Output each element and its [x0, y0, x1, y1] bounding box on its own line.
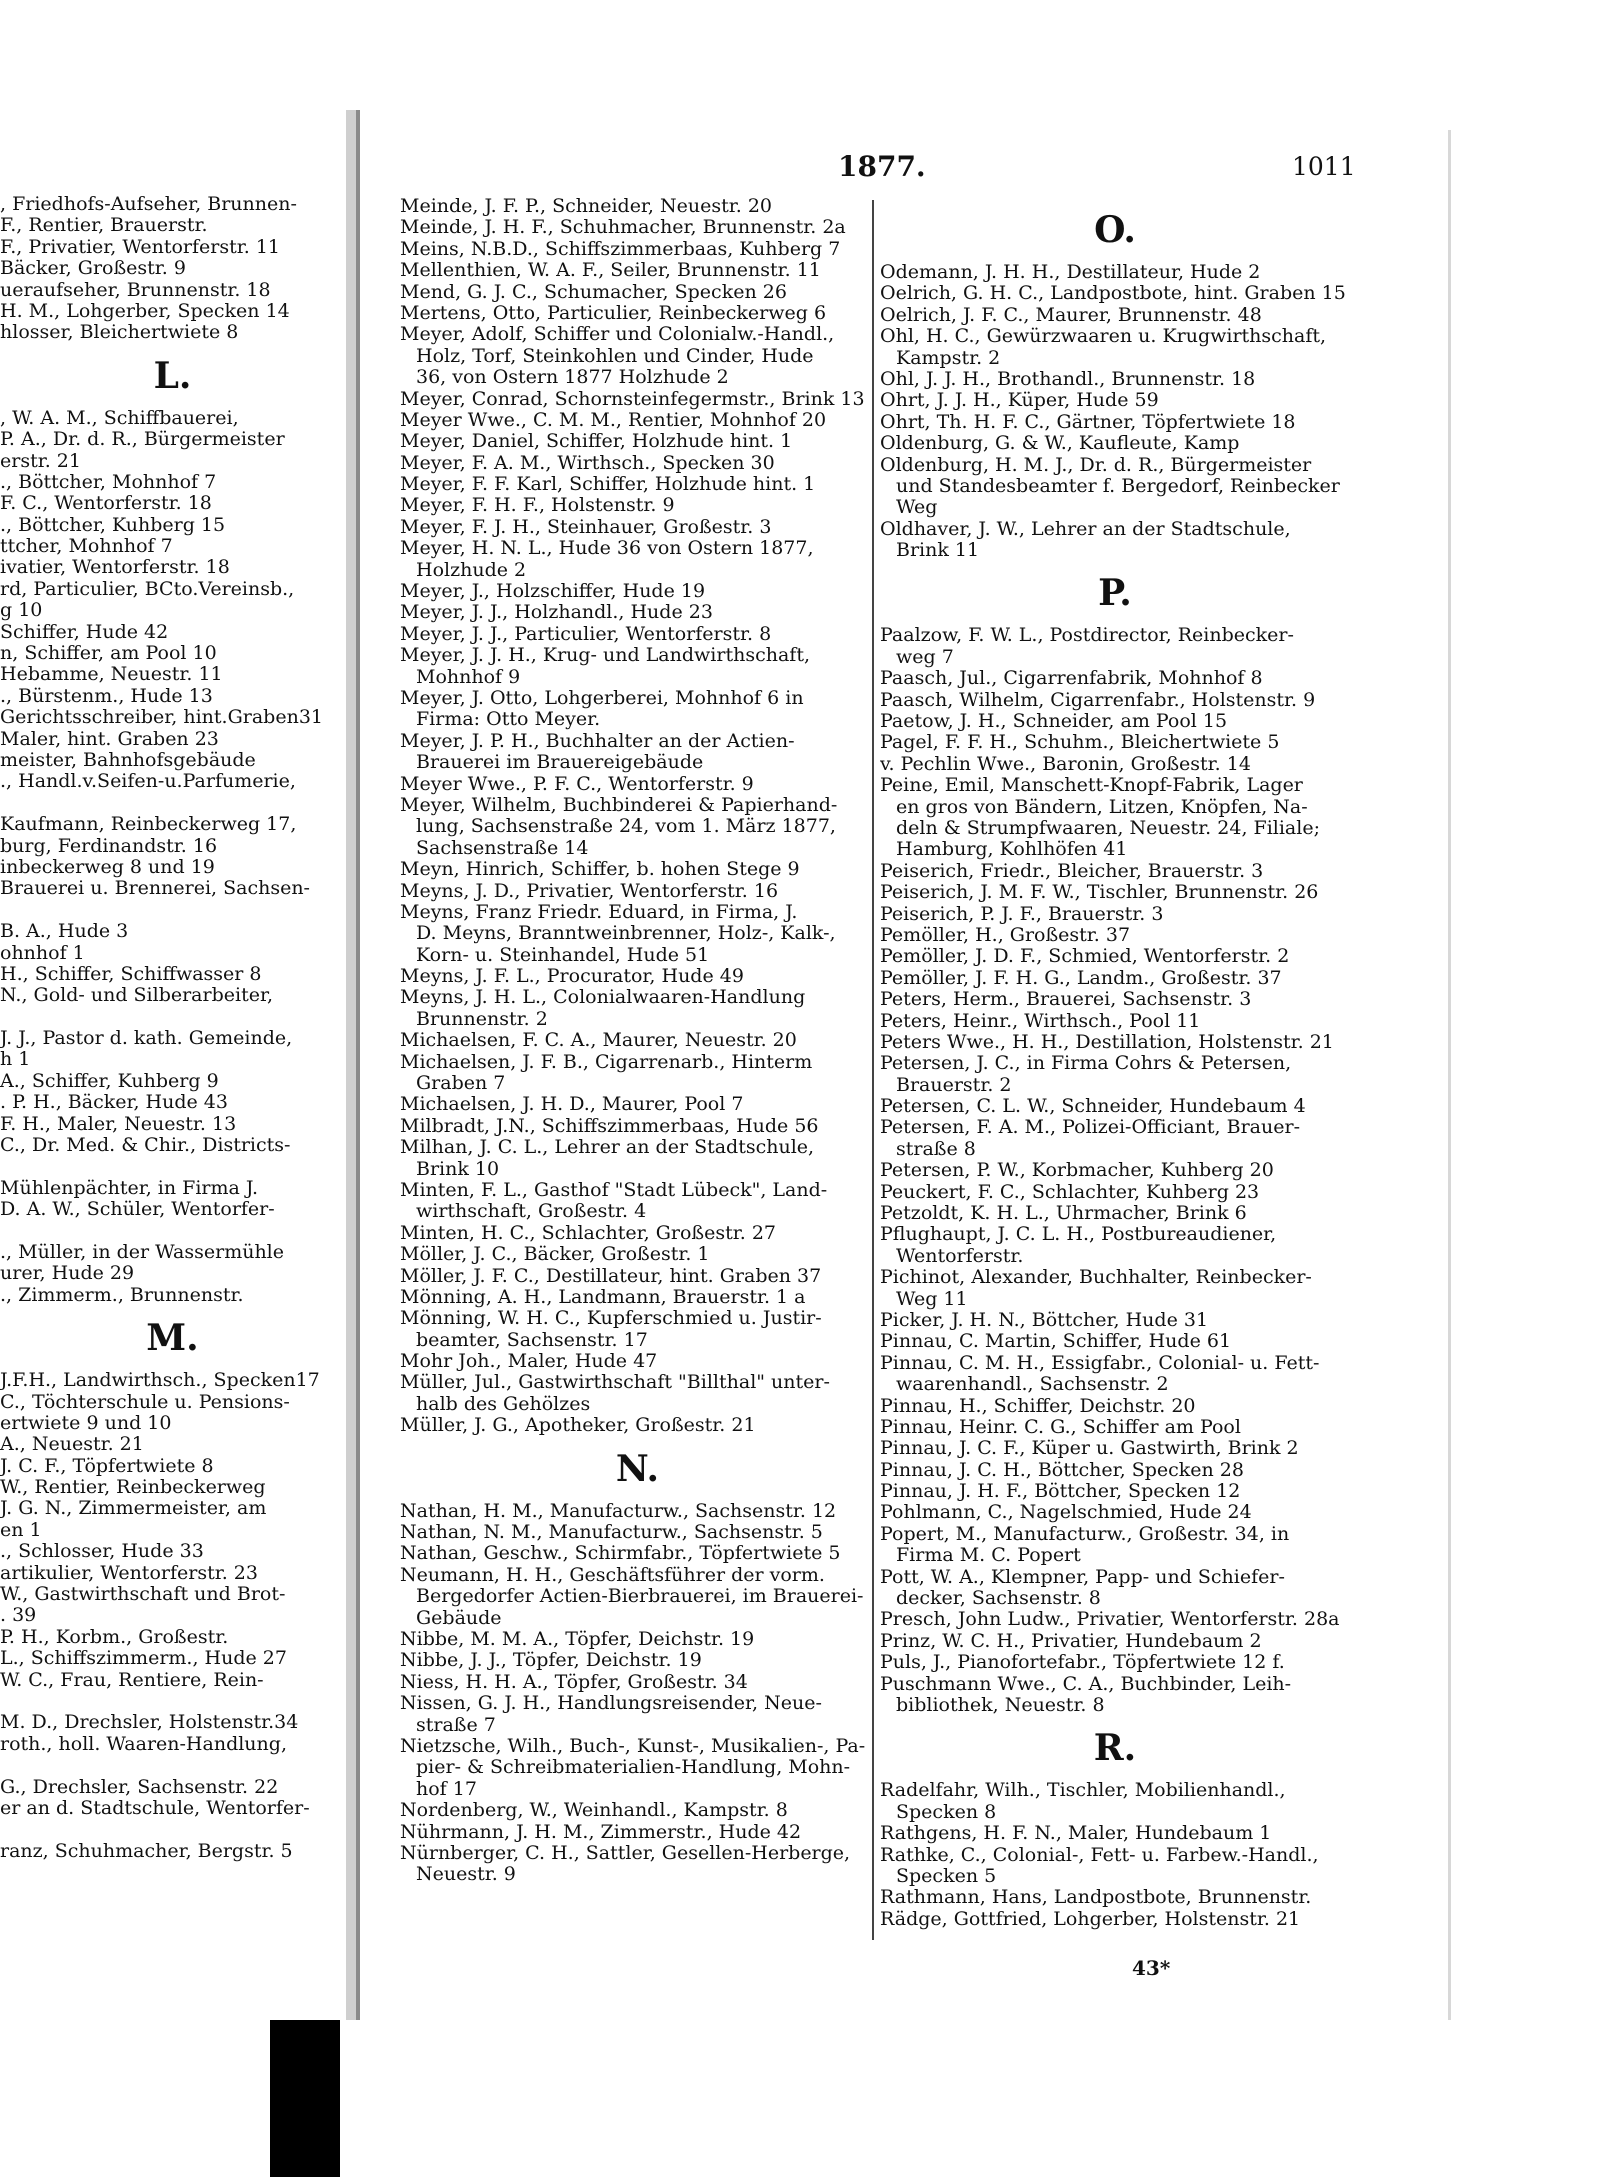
directory-entry: Nathan, Geschw., Schirmfabr., Töpfertwiete 5 — [400, 1543, 841, 1565]
directory-entry: Peiserich, J. M. F. W., Tischler, Brunnenstr. 26 — [880, 882, 1319, 904]
directory-entry: Paasch, Jul., Cigarrenfabrik, Mohnhof 8 — [880, 668, 1263, 690]
directory-entry: Meyer, H. N. L., Hude 36 von Ostern 1877, — [400, 538, 814, 560]
directory-entry: Pinnau, C. M. H., Essigfabr., Colonial- u. Fett- — [880, 1352, 1320, 1374]
directory-entry: J. J., Pastor d. kath. Gemeinde, — [0, 1028, 293, 1050]
directory-entry: Maler, hint. Graben 23 — [0, 728, 219, 750]
directory-entry: Presch, John Ludw., Privatier, Wentorferstr. 28a — [880, 1609, 1340, 1631]
directory-entry: ., Schlosser, Hude 33 — [0, 1541, 204, 1563]
black-tape-strip — [270, 2020, 340, 2177]
directory-entry: D. A. W., Schüler, Wentorfer- — [0, 1199, 275, 1221]
directory-entry: Meyer, J. P. H., Buchhalter an der Actien- — [400, 730, 795, 752]
directory-entry: Rädge, Gottfried, Lohgerber, Holstenstr. 21 — [880, 1908, 1301, 1930]
directory-entry — [0, 1007, 345, 1028]
directory-entry: Meyer, J., Holzschiffer, Hude 19 — [400, 581, 706, 603]
section-letter-heading: N. — [615, 1447, 660, 1490]
directory-entry — [0, 1691, 345, 1712]
directory-entry: Meyer, J. Otto, Lohgerberei, Mohnhof 6 in — [400, 687, 804, 709]
entry-continuation-line: 36, von Ostern 1877 Holzhude 2 — [416, 367, 729, 389]
directory-entry: meister, Bahnhofsgebäude — [0, 749, 256, 771]
directory-entry: Meyer, J. J., Holzhandl., Hude 23 — [400, 602, 713, 624]
directory-entry: W., Gastwirthschaft und Brot- — [0, 1584, 286, 1606]
directory-entry — [0, 793, 345, 814]
directory-entry: Peine, Emil, Manschett-Knopf-Fabrik, Lager — [880, 775, 1303, 797]
directory-entry: Meyn, Hinrich, Schiffer, b. hohen Stege 9 — [400, 859, 800, 881]
directory-entry: Ohl, J. J. H., Brothandl., Brunnenstr. 18 — [880, 368, 1256, 390]
entry-continuation-line: Firma M. C. Popert — [896, 1545, 1081, 1567]
entry-continuation-line: Weg 11 — [896, 1288, 968, 1310]
directory-entry: Petersen, F. A. M., Polizei-Officiant, Brauer- — [880, 1117, 1300, 1139]
page-number: 1011 — [1292, 152, 1356, 181]
directory-entry: ., Müller, in der Wassermühle — [0, 1241, 285, 1263]
directory-entry — [0, 1819, 345, 1840]
directory-entry: Nibbe, M. M. A., Töpfer, Deichstr. 19 — [400, 1629, 755, 1650]
directory-entry: Paasch, Wilhelm, Cigarrenfabr., Holstenstr. 9 — [880, 689, 1316, 711]
directory-entry: Meyns, J. H. L., Colonialwaaren-Handlung — [400, 987, 806, 1009]
directory-entry: J.F.H., Landwirthsch., Specken17 — [0, 1370, 320, 1392]
directory-entry: Niess, H. H. A., Töpfer, Großestr. 34 — [400, 1671, 748, 1693]
entry-continuation-line: Specken 8 — [896, 1801, 997, 1823]
directory-entry: Nibbe, J. J., Töpfer, Deichstr. 19 — [400, 1650, 702, 1672]
directory-entry: Radelfahr, Wilh., Tischler, Mobilienhandl., — [880, 1780, 1286, 1802]
entry-continuation-line: Sachsenstraße 14 — [416, 837, 589, 859]
directory-entry: burg, Ferdinandstr. 16 — [0, 835, 218, 857]
directory-entry — [0, 1755, 345, 1776]
directory-entry: , Friedhofs-Aufseher, Brunnen- — [0, 194, 297, 215]
directory-entry: B. A., Hude 3 — [0, 921, 129, 943]
entry-continuation-line: Gebäude — [416, 1607, 502, 1629]
directory-entry: Nissen, G. J. H., Handlungsreisender, Neue- — [400, 1693, 822, 1715]
directory-entry: Meyer, J. J., Particulier, Wentorferstr. 8 — [400, 623, 772, 645]
directory-entry: Neumann, H. H., Geschäftsführer der vorm. — [400, 1564, 825, 1586]
directory-entry: Michaelsen, F. C. A., Maurer, Neuestr. 20 — [400, 1030, 797, 1052]
directory-entry: er an d. Stadtschule, Wentorfer- — [0, 1797, 310, 1819]
entry-continuation-line: straße 8 — [896, 1138, 976, 1160]
directory-entry: Ohrt, Th. H. F. C., Gärtner, Töpfertwiete 18 — [880, 411, 1296, 433]
directory-entry: Meinde, J. F. P., Schneider, Neuestr. 20 — [400, 196, 772, 217]
entry-continuation-line: Specken 5 — [896, 1865, 997, 1887]
entry-continuation-line: Kampstr. 2 — [896, 347, 1001, 369]
directory-entry: Möller, J. F. C., Destillateur, hint. Graben 37 — [400, 1265, 822, 1287]
directory-entry: Pohlmann, C., Nagelschmied, Hude 24 — [880, 1502, 1252, 1524]
directory-entry: A., Neuestr. 21 — [0, 1434, 144, 1456]
entry-continuation-line: straße 7 — [416, 1714, 496, 1736]
directory-entry: Meyer Wwe., P. F. C., Wentorferstr. 9 — [400, 773, 754, 795]
directory-entry: Pott, W. A., Klempner, Papp- und Schiefer- — [880, 1566, 1285, 1588]
entry-continuation-line: Brunnenstr. 2 — [416, 1008, 548, 1030]
directory-entry: Oldenburg, H. M. J., Dr. d. R., Bürgermeister — [880, 454, 1312, 476]
directory-entry: Peters, Heinr., Wirthsch., Pool 11 — [880, 1010, 1201, 1032]
entry-continuation-line: Brink 10 — [416, 1158, 500, 1180]
directory-entry: Meins, N.B.D., Schiffszimmerbaas, Kuhberg 7 — [400, 238, 841, 260]
directory-entry: F., Privatier, Wentorferstr. 11 — [0, 236, 280, 258]
directory-entry: ., Böttcher, Kuhberg 15 — [0, 514, 226, 536]
directory-entry: Minten, F. L., Gasthof "Stadt Lübeck", Land- — [400, 1179, 828, 1201]
directory-entry: ivatier, Wentorferstr. 18 — [0, 557, 230, 579]
entry-continuation-line: Mohnhof 9 — [416, 666, 521, 688]
directory-entry: Peiserich, P. J. F., Brauerstr. 3 — [880, 903, 1164, 925]
directory-entry: Meyns, J. F. L., Procurator, Hude 49 — [400, 966, 744, 988]
directory-entry: g 10 — [0, 600, 43, 622]
directory-entry: Milhan, J. C. L., Lehrer an der Stadtschule, — [400, 1137, 815, 1159]
directory-entry: Pinnau, J. H. F., Böttcher, Specken 12 — [880, 1481, 1241, 1503]
directory-entry: Prinz, W. C. H., Privatier, Hundebaum 2 — [880, 1630, 1262, 1652]
directory-entry: Mönning, A. H., Landmann, Brauerstr. 1 a — [400, 1286, 806, 1308]
entry-continuation-line: hof 17 — [416, 1778, 477, 1800]
directory-entry: F., Rentier, Brauerstr. — [0, 215, 208, 237]
directory-entry: Picker, J. H. N., Böttcher, Hude 31 — [880, 1309, 1209, 1331]
page-year: 1877. — [838, 150, 926, 183]
directory-entry: J. C. F., Töpfertwiete 8 — [0, 1455, 214, 1477]
directory-entry: Mönning, W. H. C., Kupferschmied u. Justir- — [400, 1308, 822, 1330]
directory-entry: Odemann, J. H. H., Destillateur, Hude 2 — [880, 262, 1261, 283]
directory-entry: Meyer, Conrad, Schornsteinfegermstr., Brink 13 — [400, 388, 865, 410]
directory-entry: ., Bürstenm., Hude 13 — [0, 685, 213, 707]
section-letter-heading: R. — [1093, 1727, 1137, 1770]
directory-entry: Schiffer, Hude 42 — [0, 621, 169, 643]
entry-continuation-line: waarenhandl., Sachsenstr. 2 — [896, 1374, 1169, 1396]
directory-entry: Puls, J., Pianofortefabr., Töpfertwiete 12 f. — [880, 1652, 1285, 1674]
directory-entry: en 1 — [0, 1519, 42, 1541]
book-spine — [346, 110, 356, 2020]
directory-entry: Brauerei u. Brennerei, Sachsen- — [0, 878, 310, 900]
directory-entry: n, Schiffer, am Pool 10 — [0, 643, 217, 665]
directory-entry: C., Dr. Med. & Chir., Districts- — [0, 1135, 291, 1157]
entry-continuation-line: Graben 7 — [416, 1073, 506, 1095]
directory-entry: Mertens, Otto, Particulier, Reinbeckerweg 6 — [400, 302, 827, 324]
directory-entry: ., Handl.v.Seifen-u.Parfumerie, — [0, 771, 296, 793]
directory-entry: Meyer, F. H. F., Holstenstr. 9 — [400, 495, 675, 517]
directory-entry: G., Drechsler, Sachsenstr. 22 — [0, 1776, 279, 1798]
directory-entry: Meyer, F. J. H., Steinhauer, Großestr. 3 — [400, 516, 772, 538]
entry-continuation-line: Weg — [896, 497, 938, 519]
directory-entry: Meyns, Franz Friedr. Eduard, in Firma, J. — [400, 901, 798, 923]
directory-entry: Peters, Herm., Brauerei, Sachsenstr. 3 — [880, 989, 1252, 1011]
directory-entry: Müller, Jul., Gastwirthschaft "Billthal" unter- — [400, 1372, 830, 1394]
directory-entry: Meyer Wwe., C. M. M., Rentier, Mohnhof 20 — [400, 409, 827, 431]
directory-entry: C., Töchterschule u. Pensions- — [0, 1391, 290, 1413]
directory-entry: Möller, J. C., Bäcker, Großestr. 1 — [400, 1244, 710, 1266]
directory-entry: F. C., Wentorferstr. 18 — [0, 493, 212, 515]
directory-entry: Mellenthien, W. A. F., Seiler, Brunnenstr. 11 — [400, 260, 821, 282]
directory-entry: ueraufseher, Brunnenstr. 18 — [0, 279, 271, 301]
directory-entry: Peiserich, Friedr., Bleicher, Brauerstr. 3 — [880, 860, 1264, 882]
directory-entry: Puschmann Wwe., C. A., Buchbinder, Leih- — [880, 1673, 1292, 1695]
directory-entry: Paalzow, F. W. L., Postdirector, Reinbecker- — [880, 625, 1294, 647]
directory-entry: ttcher, Mohnhof 7 — [0, 536, 173, 558]
directory-entry: Mühlenpächter, in Firma J. — [0, 1177, 259, 1199]
directory-entry: Meyer, Adolf, Schiffer und Colonialw.-Handl., — [400, 324, 835, 346]
printer-signature: 43* — [1132, 1956, 1171, 1980]
directory-entry: Petzoldt, K. H. L., Uhrmacher, Brink 6 — [880, 1203, 1247, 1225]
directory-entry: hlosser, Bleichertwiete 8 — [0, 322, 239, 344]
directory-entry: Michaelsen, J. H. D., Maurer, Pool 7 — [400, 1094, 744, 1116]
entry-continuation-line: Wentorferstr. — [896, 1245, 1024, 1267]
directory-entry: Oelrich, G. H. C., Landpostbote, hint. Graben 15 — [880, 283, 1346, 305]
entry-continuation-line: D. Meyns, Branntweinbrenner, Holz-, Kalk-, — [416, 923, 836, 945]
entry-continuation-line: Holzhude 2 — [416, 559, 527, 581]
directory-entry: erstr. 21 — [0, 450, 81, 472]
directory-entry: Paetow, J. H., Schneider, am Pool 15 — [880, 711, 1228, 733]
directory-entry: Meyer, Daniel, Schiffer, Holzhude hint. 1 — [400, 431, 793, 453]
directory-entry: Oldhaver, J. W., Lehrer an der Stadtschule, — [880, 518, 1291, 540]
directory-entry: J. G. N., Zimmermeister, am — [0, 1498, 267, 1520]
directory-entry: Hebamme, Neuestr. 11 — [0, 664, 223, 686]
directory-entry: Peuckert, F. C., Schlachter, Kuhberg 23 — [880, 1181, 1260, 1203]
directory-entry: Pemöller, J. F. H. G., Landm., Großestr. 37 — [880, 967, 1282, 989]
entry-continuation-line: Brauerei im Brauereigebäude — [416, 752, 704, 774]
directory-entry: . 39 — [0, 1605, 37, 1627]
directory-entry: Nathan, N. M., Manufacturw., Sachsenstr. 5 — [400, 1522, 823, 1544]
directory-entry: Meyer, Wilhelm, Buchbinderei & Papierhand- — [400, 794, 838, 816]
directory-entry: Pichinot, Alexander, Buchhalter, Reinbecker- — [880, 1267, 1312, 1289]
directory-entry: Ohrt, J. J. H., Küper, Hude 59 — [880, 390, 1159, 412]
directory-entry: Petersen, P. W., Korbmacher, Kuhberg 20 — [880, 1160, 1274, 1182]
directory-entry: Pflughaupt, J. C. L. H., Postbureaudiener, — [880, 1224, 1277, 1246]
directory-entry: Petersen, C. L. W., Schneider, Hundebaum 4 — [880, 1096, 1306, 1118]
directory-entry: Pemöller, H., Großestr. 37 — [880, 924, 1131, 946]
directory-entry: Milbradt, J.N., Schiffszimmerbaas, Hude 56 — [400, 1115, 819, 1137]
entry-continuation-line: lung, Sachsenstraße 24, vom 1. März 1877, — [416, 816, 836, 838]
directory-entry: v. Pechlin Wwe., Baronin, Großestr. 14 — [880, 753, 1251, 775]
directory-entry: P. H., Korbm., Großestr. — [0, 1626, 229, 1648]
directory-entry: Oldenburg, G. & W., Kaufleute, Kamp — [880, 433, 1240, 455]
directory-entry: artikulier, Wentorferstr. 23 — [0, 1562, 258, 1584]
directory-entry: Nürnberger, C. H., Sattler, Gesellen-Herberge, — [400, 1842, 851, 1864]
directory-entry: Oelrich, J. F. C., Maurer, Brunnenstr. 48 — [880, 304, 1262, 326]
directory-entry: ., Böttcher, Mohnhof 7 — [0, 471, 217, 493]
directory-entry: H. M., Lohgerber, Specken 14 — [0, 300, 290, 322]
directory-entry: ertwiete 9 und 10 — [0, 1412, 172, 1434]
directory-entry — [0, 1156, 345, 1177]
entry-continuation-line: decker, Sachsenstr. 8 — [896, 1588, 1101, 1610]
directory-entry: Pemöller, J. D. F., Schmied, Wentorferstr. 2 — [880, 946, 1290, 968]
directory-entry: F. H., Maler, Neuestr. 13 — [0, 1113, 237, 1135]
directory-entry: Mohr Joh., Maler, Hude 47 — [400, 1351, 658, 1373]
directory-entry: Pinnau, J. C. H., Böttcher, Specken 28 — [880, 1459, 1244, 1481]
directory-entry: Pinnau, C. Martin, Schiffer, Hude 61 — [880, 1331, 1232, 1353]
right-column — [880, 198, 1350, 1930]
entry-continuation-line: halb des Gehölzes — [416, 1393, 591, 1415]
directory-entry — [0, 1221, 345, 1242]
entry-continuation-line: pier- & Schreibmaterialien-Handlung, Mohn- — [416, 1757, 851, 1779]
directory-entry: roth., holl. Waaren-Handlung, — [0, 1733, 287, 1755]
directory-entry: Pinnau, J. C. F., Küper u. Gastwirth, Brink 2 — [880, 1438, 1299, 1460]
directory-entry: Pinnau, H., Schiffer, Deichstr. 20 — [880, 1395, 1196, 1417]
directory-entry: Müller, J. G., Apotheker, Großestr. 21 — [400, 1415, 756, 1437]
directory-entry: h 1 — [0, 1049, 31, 1071]
book-spine-shadow — [356, 110, 360, 2020]
directory-entry: L., Schiffszimmerm., Hude 27 — [0, 1648, 287, 1670]
directory-entry: W. C., Frau, Rentiere, Rein- — [0, 1669, 264, 1691]
entry-continuation-line: und Standesbeamter f. Bergedorf, Reinbecker — [896, 475, 1340, 497]
entry-continuation-line: weg 7 — [896, 646, 954, 668]
directory-entry: M. D., Drechsler, Holstenstr.34 — [0, 1712, 299, 1734]
entry-continuation-line: Hamburg, Kohlhöfen 41 — [896, 839, 1128, 861]
directory-entry: Meyer, J. J. H., Krug- und Landwirthschaft, — [400, 645, 810, 667]
middle-column — [400, 196, 875, 1886]
directory-entry: ranz, Schuhmacher, Bergstr. 5 — [0, 1840, 293, 1862]
directory-entry: Michaelsen, J. F. B., Cigarrenarb., Hinterm — [400, 1051, 813, 1073]
section-letter-heading: M. — [146, 1317, 199, 1360]
entry-continuation-line: Brauerstr. 2 — [896, 1074, 1012, 1096]
directory-entry: Nührmann, J. H. M., Zimmerstr., Hude 42 — [400, 1821, 802, 1843]
directory-entry: Petersen, J. C., in Firma Cohrs & Petersen, — [880, 1053, 1292, 1075]
directory-entry: A., Schiffer, Kuhberg 9 — [0, 1070, 219, 1092]
page-edge — [1448, 130, 1451, 2020]
entry-continuation-line: Brink 11 — [896, 540, 980, 562]
directory-entry: ., Zimmerm., Brunnenstr. — [0, 1284, 244, 1306]
directory-entry: Meyns, J. D., Privatier, Wentorferstr. 16 — [400, 880, 779, 902]
directory-entry: Nietzsche, Wilh., Buch-, Kunst-, Musikalien-, Pa- — [400, 1735, 866, 1757]
directory-entry: Rathgens, H. F. N., Maler, Hundebaum 1 — [880, 1823, 1272, 1845]
entry-continuation-line: wirthschaft, Großestr. 4 — [416, 1201, 647, 1223]
directory-entry: Mend, G. J. C., Schumacher, Specken 26 — [400, 281, 787, 303]
directory-entry: P. A., Dr. d. R., Bürgermeister — [0, 429, 285, 451]
entry-continuation-line: Korn- u. Steinhandel, Hude 51 — [416, 944, 710, 966]
directory-entry: Pinnau, Heinr. C. G., Schiffer am Pool — [880, 1416, 1241, 1438]
directory-entry: Nathan, H. M., Manufacturw., Sachsenstr. 12 — [400, 1500, 837, 1522]
directory-entry: H., Schiffer, Schiffwasser 8 — [0, 963, 262, 985]
entry-continuation-line: Holz, Torf, Steinkohlen und Cinder, Hude — [416, 345, 814, 367]
directory-entry: Gerichtsschreiber, hint.Graben31 — [0, 707, 323, 729]
directory-entry: ohnhof 1 — [0, 942, 85, 964]
directory-entry: Bäcker, Großestr. 9 — [0, 258, 186, 280]
directory-entry: Peters Wwe., H. H., Destillation, Holstenstr. 21 — [880, 1031, 1334, 1053]
directory-entry: Meinde, J. H. F., Schuhmacher, Brunnenstr. 2a — [400, 217, 846, 239]
section-letter-heading: L. — [153, 354, 192, 397]
directory-entry: Ohl, H. C., Gewürzwaaren u. Krugwirthschaft, — [880, 326, 1327, 348]
directory-entry: Meyer, F. F. Karl, Schiffer, Holzhude hint. 1 — [400, 474, 816, 496]
directory-entry: Meyer, F. A. M., Wirthsch., Specken 30 — [400, 452, 775, 474]
directory-entry: Kaufmann, Reinbeckerweg 17, — [0, 814, 297, 836]
entry-continuation-line: Bergedorfer Actien-Bierbrauerei, im Brauerei- — [416, 1586, 864, 1608]
directory-entry: . P. H., Bäcker, Hude 43 — [0, 1092, 228, 1114]
section-letter-heading: P. — [1098, 572, 1132, 615]
left-page-column — [0, 194, 345, 1862]
entry-continuation-line: Neuestr. 9 — [416, 1864, 516, 1886]
directory-entry: , W. A. M., Schiffbauerei, — [0, 407, 239, 429]
directory-entry: Pagel, F. F. H., Schuhm., Bleichertwiete 5 — [880, 732, 1280, 754]
directory-entry: Rathke, C., Colonial-, Fett- u. Farbew.-Handl., — [880, 1844, 1319, 1866]
entry-continuation-line: Firma: Otto Meyer. — [416, 709, 601, 731]
entry-continuation-line: en gros von Bändern, Litzen, Knöpfen, Na- — [896, 796, 1308, 818]
directory-entry — [0, 900, 345, 921]
entry-continuation-line: deln & Strumpfwaaren, Neuestr. 24, Filiale; — [896, 817, 1320, 839]
directory-entry: urer, Hude 29 — [0, 1263, 135, 1285]
directory-entry: Minten, H. C., Schlachter, Großestr. 27 — [400, 1222, 776, 1244]
directory-entry: rd, Particulier, BCto.Vereinsb., — [0, 578, 295, 600]
section-letter-heading: O. — [1094, 209, 1136, 251]
directory-entry: Rathmann, Hans, Landpostbote, Brunnenstr. — [880, 1887, 1312, 1909]
entry-continuation-line: beamter, Sachsenstr. 17 — [416, 1329, 648, 1351]
entry-continuation-line: bibliothek, Neuestr. 8 — [896, 1695, 1105, 1716]
directory-entry: Popert, M., Manufacturw., Großestr. 34, in — [880, 1523, 1290, 1545]
directory-entry: Nordenberg, W., Weinhandl., Kampstr. 8 — [400, 1800, 788, 1822]
directory-entry: N., Gold- und Silberarbeiter, — [0, 985, 273, 1007]
directory-entry: W., Rentier, Reinbeckerweg — [0, 1477, 266, 1499]
directory-entry: inbeckerweg 8 und 19 — [0, 856, 215, 878]
